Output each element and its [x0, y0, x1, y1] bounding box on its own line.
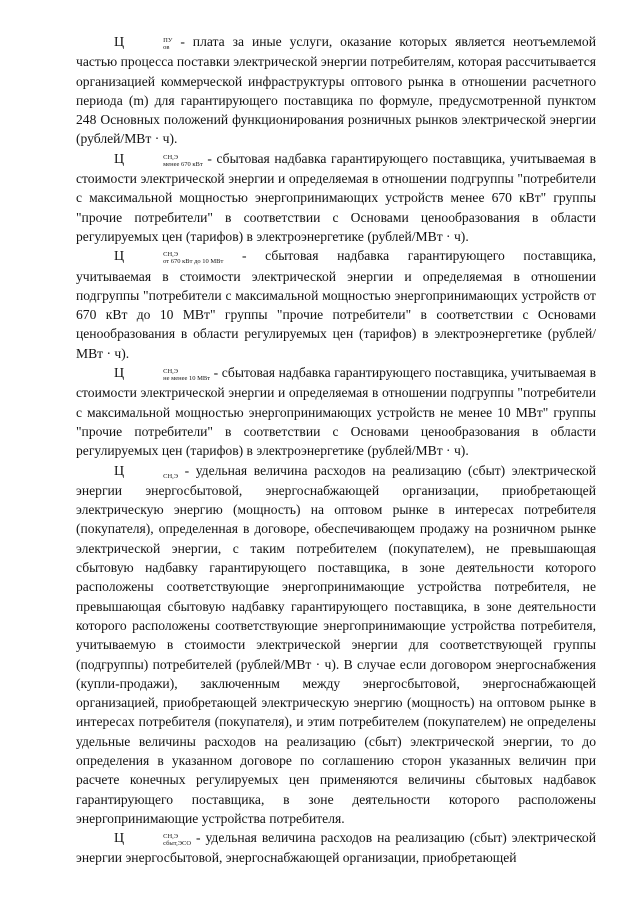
formula-symbol: Ц СН,Э от 670 кВт до 10 МВт — [114, 249, 224, 266]
definition-text: - удельная величина расходов на реализацию (сбыт) электрической энергии энергосбытовой, энергоснабжающей организации, приобретающей — [76, 830, 596, 866]
definition-text: - сбытовая надбавка гарантирующего поставщика, учитываемая в стоимости электрической энергии и определяемая в отношении подгруппы "потребители с максимальной мощностью энергопринимающих устройств не менее 10 МВт" группы "прочие потребители" в соответствии с Основами ценообразования в области регулируемых цен (тарифов) в электроэнергетике (рублей/МВт · ч). — [76, 365, 596, 459]
formula-symbol: Ц СН,Э менее 670 кВт — [114, 151, 203, 168]
definition-text: - плата за иные услуги, оказание которых является неотъемлемой частью процесса поставки электрической энергии потребителям, которая рассчитывается организацией коммерческой инфраструктуры оптового рынка в отношении расчетного периода (m) для гарантирующего поставщика по формуле, предусмотренной пунктом 248 Основных положений функционирования розничных рынков электрической энергии (рублей/МВт · ч). — [76, 34, 596, 147]
definition-paragraph — [76, 246, 596, 363]
formula-symbol: Ц СН,Э — [114, 463, 179, 480]
definition-text: - сбытовая надбавка гарантирующего поставщика, учитываемая в стоимости электрической энергии и определяемая в отношении подгруппы "потребители с максимальной мощностью энергопринимающих устройств менее 670 кВт" группы "прочие потребители" в соответствии с Основами ценообразования в области регулируемых цен (тарифов) в электроэнергетике (рублей/МВт · ч). — [76, 150, 596, 244]
definition-paragraph — [76, 363, 596, 460]
formula-symbol: Ц ПУ ов — [114, 35, 173, 51]
definition-text: - удельная величина расходов на реализацию (сбыт) электрической энергии энергосбытовой, энергоснабжающей организации, приобретающей электрическую энергию (мощность) на оптовом рынке в интересах потребителя (покупателя), определенная в договоре, обеспечивающем продажу на розничном рынке электрической энергии, с таким потребителем (покупателем), не превышающая сбытовую надбавку гарантирующего поставщика, в зоне деятельности которого расположены соответствующие энергопринимающие устройства потребителя, не превышающая сбытовую надбавку гарантирующего поставщика, в зоне деятельности которого расположены соответствующие энергопринимающие устройства потребителя, учитываемую в стоимости электрической энергии для соответствующей группы (подгруппы) потребителей (рублей/МВт · ч). В случае если договором энергоснабжения (купли-продажи), заключенным между энергосбытовой, энергоснабжающей организацией, приобретающей электрическую энергию (мощность) на оптовом рынке в интересах потребителя (покупателя), и этим потребителем (покупателем) не определены удельные величины расходов на реализацию (сбыт) электрической энергии, то до определения в указанном договоре по соглашению сторон указанных величин при расчете конечных регулируемых цен применяются величины сбытовых надбавок гарантирующего поставщика, в зоне деятельности которого расположены энергопринимающие устройства потребителя. — [76, 462, 596, 826]
formula-symbol: Ц СН,Э не менее 10 МВт — [114, 366, 211, 383]
definition-paragraph — [76, 461, 596, 829]
formula-symbol: Ц СН,Э сбыт,ЭСО — [114, 831, 192, 848]
definition-paragraph — [76, 32, 596, 149]
definition-paragraph — [76, 149, 596, 246]
definition-paragraph — [76, 828, 596, 868]
definition-text: - сбытовая надбавка гарантирующего поставщика, учитываемая в стоимости электрической энергии и определяемая в отношении подгруппы "потребители с максимальной мощностью энергопринимающих устройств от 670 кВт до 10 МВт" группы "прочие потребители" в соответствии с Основами ценообразования в области регулируемых цен (тарифов) в электроэнергетике (рублей/МВт · ч). — [76, 248, 596, 361]
